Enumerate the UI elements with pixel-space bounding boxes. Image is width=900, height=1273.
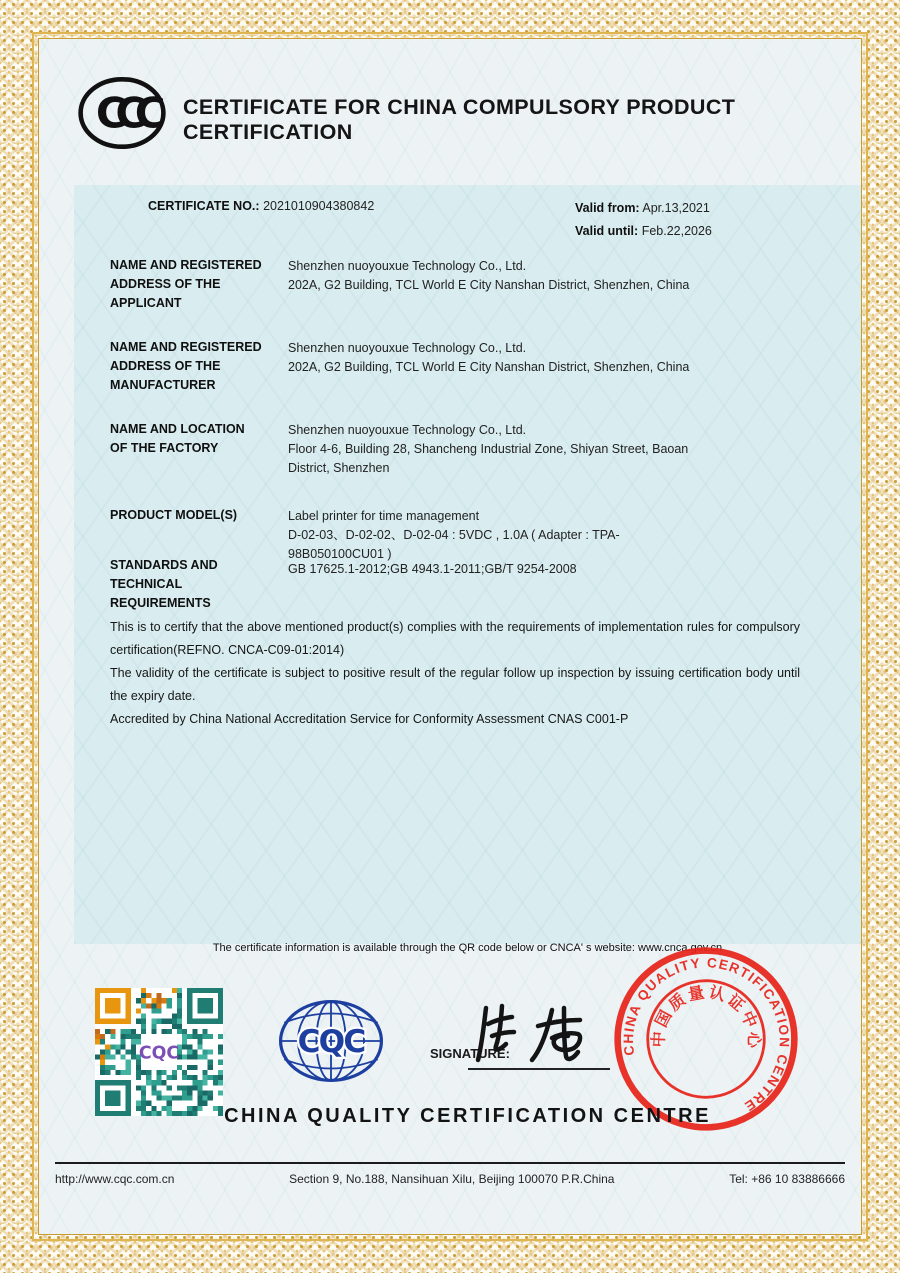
factory-address-line1: Floor 4-6, Building 28, Shancheng Industrial Zone, Shiyan Street, Baoan: [288, 442, 689, 456]
manufacturer-address: 202A, G2 Building, TCL World E City Nanshan District, Shenzhen, China: [288, 360, 690, 374]
factory-value: [288, 421, 690, 478]
manufacturer-value: [288, 339, 690, 377]
product-line2: D-02-03、D-02-02、D-02-04 : 5VDC , 1.0A ( Adapter : TPA-98B050100CU01 ): [288, 528, 620, 561]
certificate-no-value: 2021010904380842: [263, 199, 375, 213]
certify-paragraph: This is to certify that the above mentioned product(s) complies with the requirements of implementation rules for compulsory certification(REFNO. CNCA-C09-01:2014): [110, 620, 800, 657]
valid-until-value: Feb.22,2026: [641, 224, 712, 238]
certificate-title: CERTIFICATE FOR CHINA COMPULSORY PRODUCT CERTIFICATION: [183, 95, 736, 144]
product-models-label: PRODUCT MODEL(S): [110, 508, 238, 522]
applicant-value: [288, 257, 690, 295]
manufacturer-label: NAME AND REGISTERED ADDRESS OF THE MANUFACTURER: [110, 340, 262, 392]
footer-website: http://www.cqc.com.cn: [55, 1172, 175, 1186]
stamp-outer-text: CHINA QUALITY CERTIFICATION CENTRE: [620, 955, 792, 1115]
centre-heading: CHINA QUALITY CERTIFICATION CENTRE: [224, 1105, 711, 1127]
body-paragraphs: [110, 616, 800, 731]
valid-from-label: Valid from:: [575, 201, 640, 215]
cqc-globe-logo-icon: [276, 996, 386, 1086]
cqc-logo-text: CQC: [297, 1024, 365, 1060]
factory-address-line2: District, Shenzhen: [288, 461, 390, 475]
signature-handwriting: [468, 1000, 608, 1066]
qr-center-cqc-text: CQC: [138, 1043, 180, 1064]
accredited-paragraph: Accredited by China National Accreditation Service for Conformity Assessment CNAS C001-P: [110, 712, 629, 726]
signature-label: SIGNATURE:: [430, 1046, 510, 1061]
product-line1: Label printer for time management: [288, 509, 480, 523]
standards-label: STANDARDS AND TECHNICAL REQUIREMENTS: [110, 558, 218, 610]
factory-name: Shenzhen nuoyouxue Technology Co., Ltd.: [288, 423, 527, 437]
qr-note: The certificate information is available through the QR code below or CNCA' s website: www.cnca.gov.cn: [212, 942, 723, 954]
certificate-no-label: CERTIFICATE NO.:: [148, 199, 260, 213]
stamp-inner-text: 中国质量认证中心: [648, 982, 764, 1052]
product-models-value: [288, 507, 690, 564]
certificate-number-row: [148, 197, 374, 216]
valid-from-value: Apr.13,2021: [642, 201, 710, 215]
applicant-name: Shenzhen nuoyouxue Technology Co., Ltd.: [288, 259, 527, 273]
standards-value: GB 17625.1-2012;GB 4943.1-2011;GB/T 9254-2008: [288, 562, 577, 576]
factory-label: NAME AND LOCATION OF THE FACTORY: [110, 422, 245, 455]
footer-tel: Tel: +86 10 83886666: [729, 1172, 845, 1186]
validity-paragraph: The validity of the certificate is subject to positive result of the regular follow up inspection by issuing certification body until the expiry date.: [110, 666, 800, 703]
applicant-label: NAME AND REGISTERED ADDRESS OF THE APPLICANT: [110, 258, 262, 310]
valid-until-label: Valid until:: [575, 224, 639, 238]
ccc-logo-icon: [76, 74, 168, 152]
validity-box: [575, 197, 712, 243]
applicant-address: 202A, G2 Building, TCL World E City Nanshan District, Shenzhen, China: [288, 278, 690, 292]
footer-row: [55, 1172, 845, 1186]
footer-address: Section 9, No.188, Nansihuan Xilu, Beijing 100070 P.R.China: [289, 1172, 615, 1186]
qr-code: [95, 988, 223, 1116]
svg-text:CCC: CCC: [95, 88, 155, 138]
manufacturer-name: Shenzhen nuoyouxue Technology Co., Ltd.: [288, 341, 527, 355]
footer-divider: [55, 1162, 845, 1164]
